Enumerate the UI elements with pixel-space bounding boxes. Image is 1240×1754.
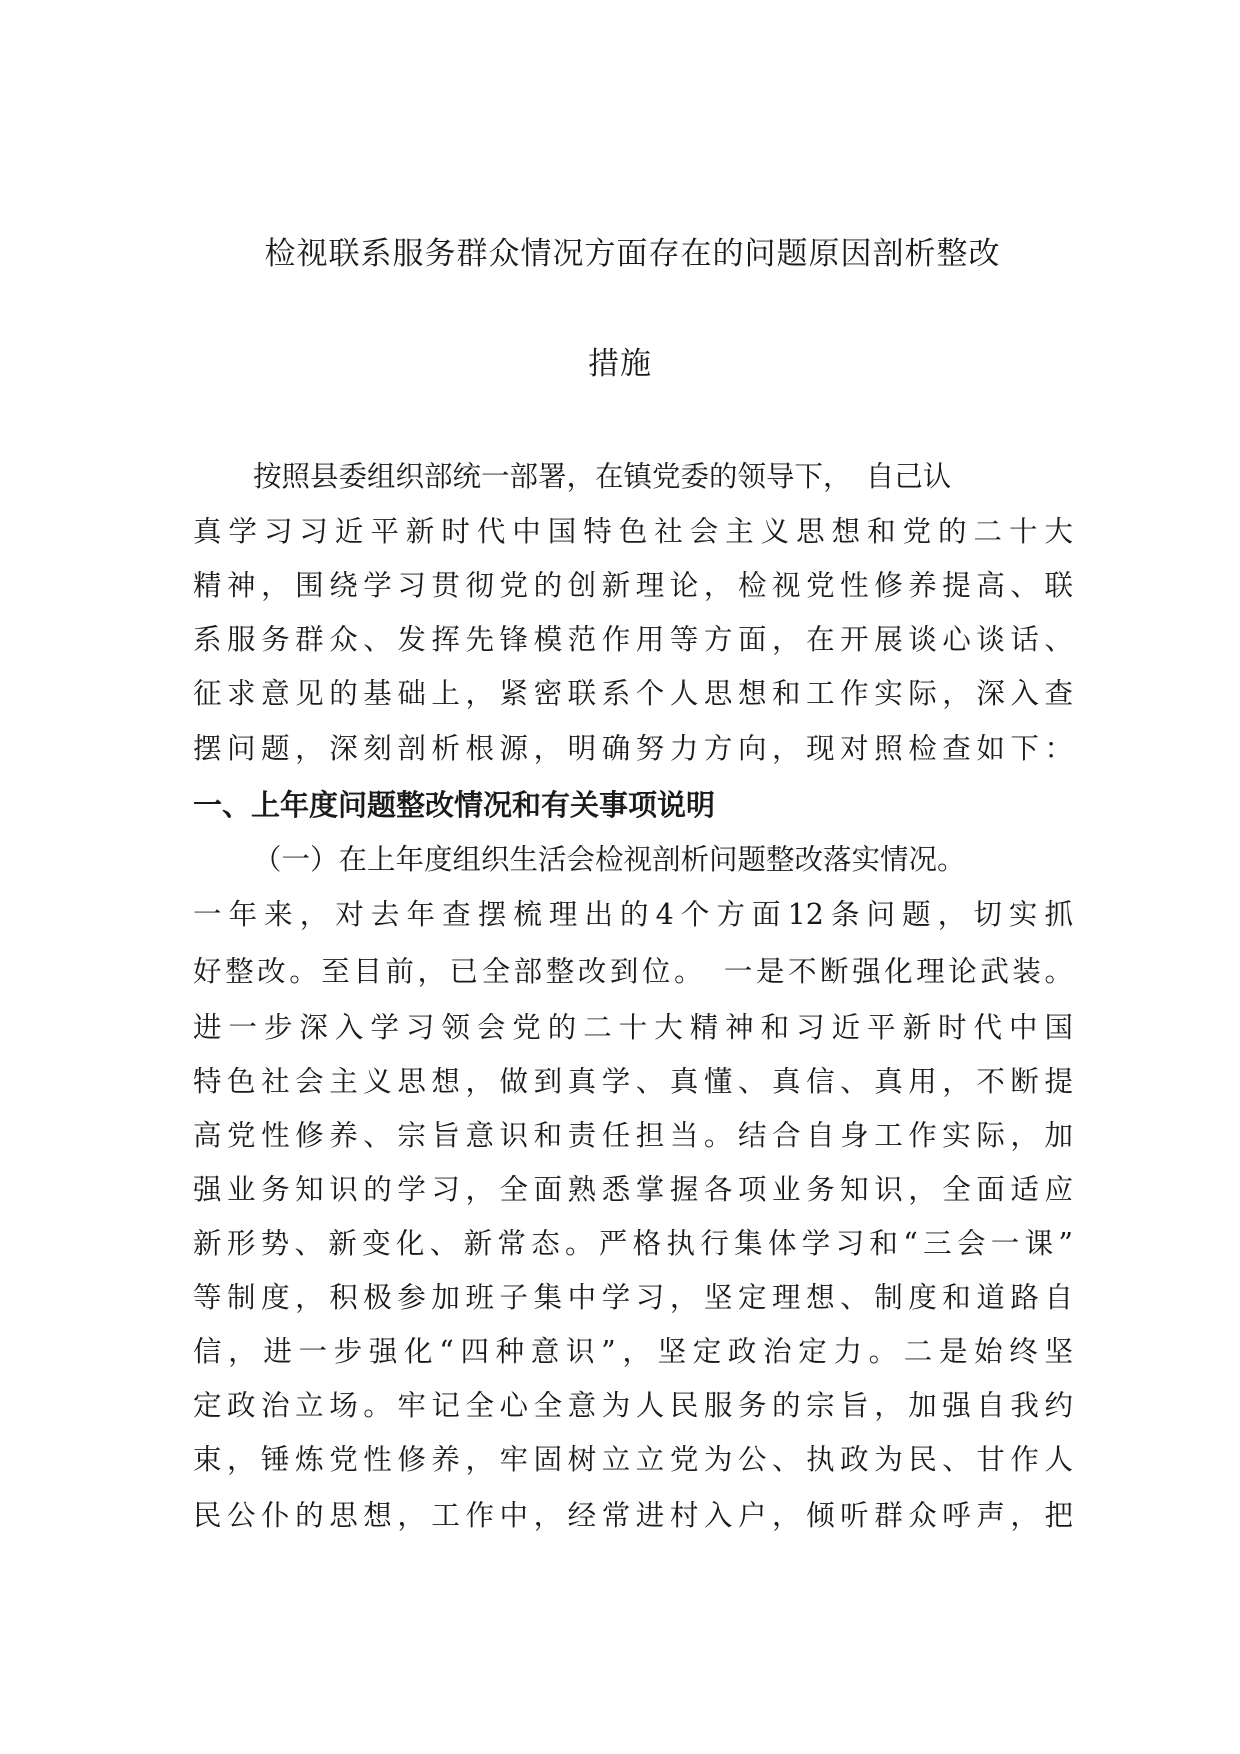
body-line-1: （一）在上年度组织生活会检视剖析问题整改落实情况。: [253, 843, 966, 876]
section-heading-1: 一、上年度问题整改情况和有关事项说明: [193, 788, 716, 822]
intro-line-1: 按照县委组织部统一部署，在镇党委的领导下， 自己认: [253, 460, 952, 493]
body-line-2: 一年来，对去年查摆梳理出的4个方面12条问题，切实抓: [193, 898, 1073, 931]
document-title-line-2: 措施: [588, 346, 652, 382]
body-line-7: 强业务知识的学习，全面熟悉掌握各项业务知识，全面适应: [193, 1173, 1073, 1206]
body-line-3: 好整改。至目前，已全部整改到位。 一是不断强化理论武装。: [193, 955, 1073, 988]
body-line-8: 新形势、新变化、新常态。严格执行集体学习和“三会一课”: [193, 1227, 1073, 1260]
intro-line-2: 真学习习近平新时代中国特色社会主义思想和党的二十大: [193, 515, 1073, 548]
intro-line-3: 精神，围绕学习贯彻党的创新理论，检视党性修养提高、联: [193, 569, 1073, 602]
body-line-10: 信，进一步强化“四种意识”，坚定政治定力。二是始终坚: [193, 1335, 1073, 1368]
intro-line-6: 摆问题，深刻剖析根源，明确努力方向，现对照检查如下：: [193, 732, 1073, 765]
intro-line-5: 征求意见的基础上，紧密联系个人思想和工作实际，深入查: [193, 677, 1073, 710]
intro-line-4: 系服务群众、发挥先锋模范作用等方面，在开展谈心谈话、: [193, 623, 1073, 656]
body-line-11: 定政治立场。牢记全心全意为人民服务的宗旨，加强自我约: [193, 1389, 1073, 1422]
body-line-12: 束，锤炼党性修养，牢固树立立党为公、执政为民、甘作人: [193, 1443, 1073, 1476]
body-line-9: 等制度，积极参加班子集中学习，坚定理想、制度和道路自: [193, 1281, 1073, 1314]
body-line-6: 高党性修养、宗旨意识和责任担当。结合自身工作实际，加: [193, 1119, 1073, 1152]
body-line-4: 进一步深入学习领会党的二十大精神和习近平新时代中国: [193, 1011, 1073, 1044]
document-title-line-1: 检视联系服务群众情况方面存在的问题原因剖析整改: [264, 236, 1001, 272]
body-line-13: 民公仆的思想，工作中，经常进村入户，倾听群众呼声，把: [193, 1499, 1073, 1532]
body-line-5: 特色社会主义思想，做到真学、真懂、真信、真用，不断提: [193, 1065, 1073, 1098]
